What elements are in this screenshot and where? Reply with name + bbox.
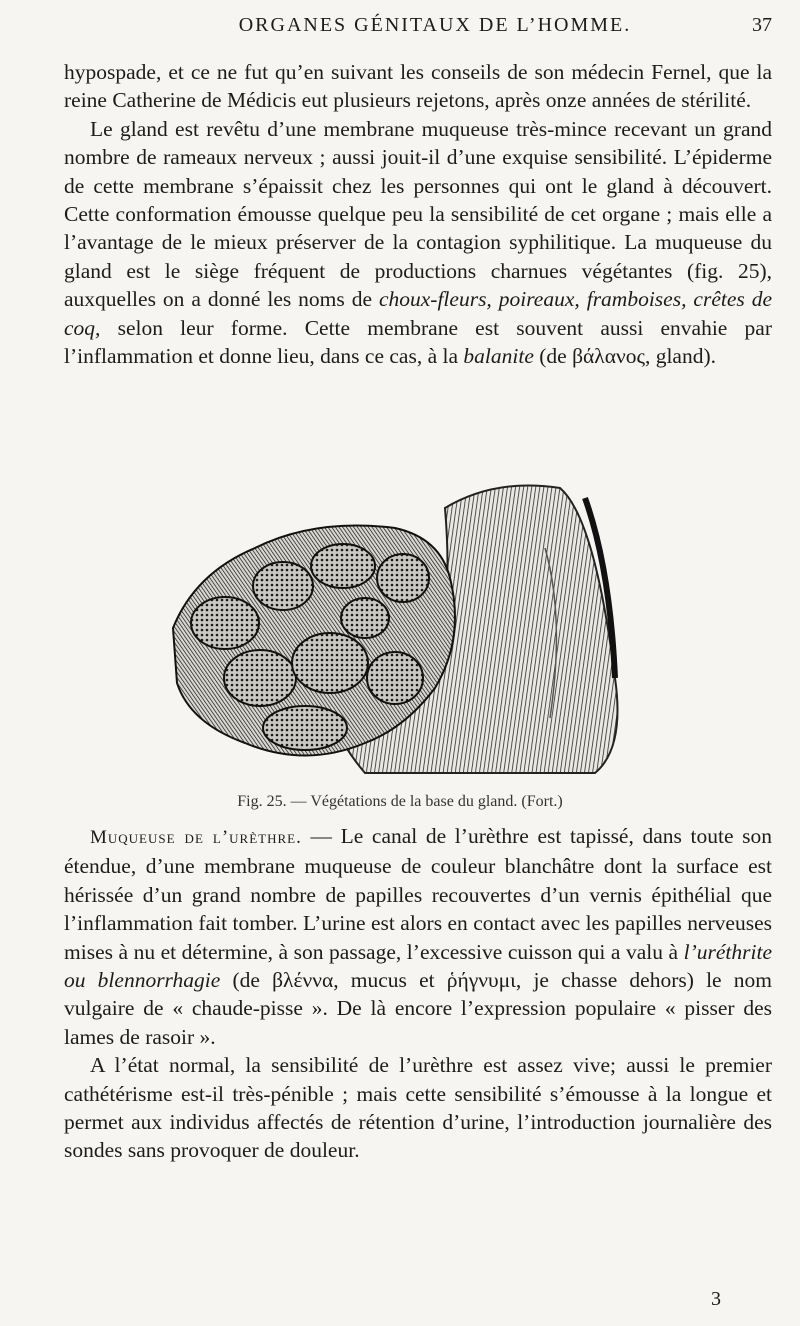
paragraph-sensibilite: A l’état normal, la sensibilité de l’urèthre est assez vive; aussi le premier cathétérisme est-il très-pénible ; mais cette sensibilité s’émousse à la longue et permet aux individus affectés de rétention d’urine, l’introduction journalière des sondes sans provoquer de douleur. — [64, 1053, 772, 1163]
vegetation-names: choux-fleurs, poireaux, framboises, crêtes de coq, — [64, 287, 772, 340]
urethrite-terms: l’uréthrite ou blennorrhagie — [64, 939, 772, 993]
figure-caption: Fig. 25. — Végétations de la base du gland. (Fort.) — [237, 793, 563, 810]
paragraph-gland: Le gland est revêtu d’une membrane muqueuse très-mince recevant un grand nombre de rameaux nerveux ; aussi jouit-il d’une exquise sensibilité. L’épiderme de cette membrane s’épaissit chez les personnes qui ont le gland à découvert. Cette conformation émousse quelque peu la sensibilité de cet organe ; mais elle a l’avantage de le mieux préserver de la contagion syphilitique. La muqueuse du gland est le siège fréquent de productions charnues végétantes (fig. 25), auxquelles on a donné les noms de choux-fleurs, poireaux, framboises, crêtes de coq, selon leur forme. Cette membrane est souvent aussi envahie par l’inflammation et donne lieu, dans ce cas, à la balanite (de βάλανος, gland). — [64, 116, 772, 369]
paragraph-hypospade: hypospade, et ce ne fut qu’en suivant les conseils de son médecin Fernel, que la reine Catherine de Médicis eut plusieurs rejetons, après onze années de stérilité. — [64, 60, 772, 113]
running-title: ORGANES GÉNITAUX DE L’HOMME. — [238, 14, 632, 36]
balanite-term: balanite — [463, 344, 534, 369]
lower-text-block — [64, 822, 772, 1165]
upper-text-block — [64, 58, 772, 370]
vegetations-illustration — [165, 478, 635, 778]
signature-mark: 3 — [711, 1288, 721, 1310]
paragraph-urethre: Muqueuse de l’urèthre. — Le canal de l’urèthre est tapissé, dans toute son étendue, d’une membrane muqueuse de couleur blanchâtre dont la surface est hérissée d’un grand nombre de papilles recouvertes d’un vernis épithélial que l’inflammation fait tomber. L’urine est alors en contact avec les papilles nerveuses mises à nu et détermine, à son passage, l’excessive cuisson qui a valu à l’uréthrite ou blennorrhagie (de βλέννα, mucus et ῥήγνυμι, je chasse dehors) le nom vulgaire de « chaude-pisse ». De là encore l’expression populaire « pisser des lames de rasoir ». — [64, 824, 772, 1049]
section-heading: Muqueuse de l’urèthre. — [90, 827, 302, 848]
page-number: 37 — [752, 14, 772, 36]
